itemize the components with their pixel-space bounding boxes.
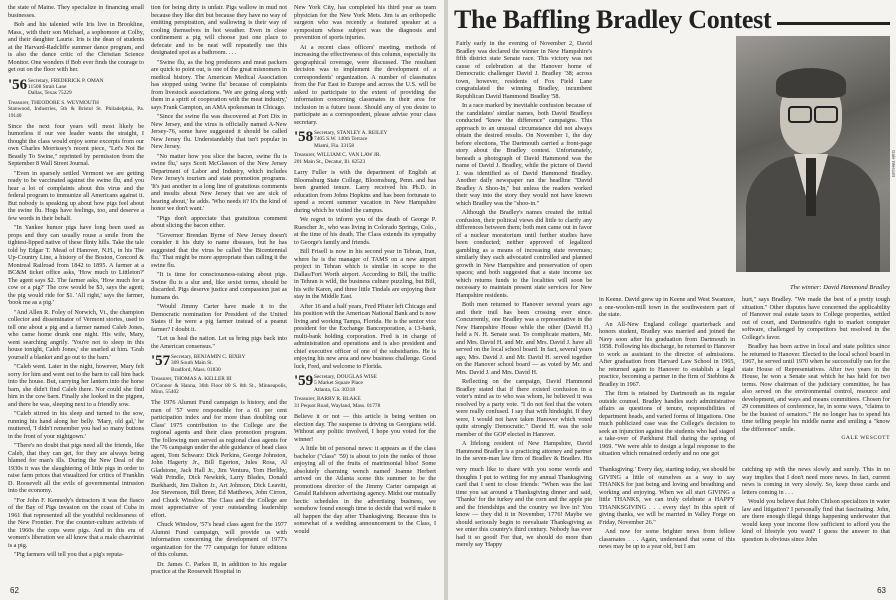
secretary-address-line: Dallas, Texas 75229: [28, 90, 72, 97]
paragraph: Fairly early in the evening of November 2, David Bradley was declared the winner in New Hampshire's fifth district state Senate race. This victory was not cause of celebration at the Hanover home of Democratic challenger David J. Bradley '38; across town, however, residents of Fox Field Lane congratulated the winning Bradley, incumbent Republican David Hammond Bradley '58.: [456, 40, 592, 100]
secretary-name: Secretary, FREDERICK P. OMAN: [28, 77, 104, 84]
right-page: [448, 0, 896, 600]
paragraph: At a recent class officers' meeting, methods of increasing the effectiveness of this column, especially its geographical coverage, were discussed. The resultant decision was to implement the development of a correspondents' organization. A number of classmates from the Far East to Europe and across the U.S. will be asked to participate to the extent of providing the information concerning classmates in their area for inclusion in a future issue. Should any of you desire to participate as a correspondent, please advise your class secretary.: [294, 43, 436, 126]
treasurer-address: 201 Main St., Decatur, Ill. 62523: [294, 158, 366, 165]
paragraph: "There's no doubt that pigs need all the friends, like Caleb, that they can get, for they are always being blamed for man's ills. During the New Deal of the 1930s it was the slaughtering of little pigs in order to raise farm prices that visualized for critics of Franklin D. Roosevelt all the evils of governmental intrusion into the economy.: [8, 442, 144, 495]
paragraph: "Since the swine flu was discovered at Fort Dix in New Jersey, and the virus is officially named A-New Jersey-76, some have suggested it should be called New Jersey flu. Understandably that isn't popular in New Jersey.: [151, 113, 287, 150]
paragraph: "Even in sparsely settled Vermont we are getting ready to be vaccinated against the swine flu, and you hear a lot of complaints about this virus and the federal program to immunize all Americans against it. But nobody is speaking up about how pigs feel about the swine flu. Hogs have feelings, too, and deserve a few words in their behalf.: [8, 169, 144, 222]
treasurer-name: Treasurer, THOMAS A. KELLER III: [151, 376, 232, 383]
paragraph: hurt," says Bradley. "We made the best of a pretty tough situation." Other disputes have concerned the applicability of Hanover real estate taxes to College properties, settled out of court, and Dartmouth's right to market computer software, challenged by competitors but resolved in the College's favor.: [742, 296, 890, 341]
secretary-address-line: Miami, Fla. 33158: [314, 142, 355, 149]
paragraph: "Caleb stirred in his sleep and turned to the sow, running his hand along her belly. 'Mary, old gal,' he muttered, 'I didn't remember you had so many buttons in the front of your nightgown.': [8, 410, 144, 440]
right-bottom-column-2: [599, 466, 735, 586]
intro-text: [8, 4, 144, 74]
secretary-address-line: 11508 Strait Lane: [28, 83, 67, 90]
photo-glasses-left: [788, 106, 812, 123]
class-1957-header: [151, 354, 287, 373]
paragraph: "Let us heal the nation. Let us bring pigs back into the American consensus.": [151, 335, 287, 350]
bradley-portrait-photo: [736, 36, 890, 272]
paragraph: The firm is retained by Dartmouth as its regular outside counsel. Bradley handles such administrative affairs as questions of tenure, responsibilities of department heads, and varied forms of litigations. One much publicized case was the College's decision to seek an injunction against the students who had staged a take-over of Parkhurst Hall during the spring of 1969. "We were able to design a legal response to the situation which remained orderly and no one got: [599, 390, 735, 457]
paragraph: Reflecting on the campaign, David Hammond Bradley stated that if there existed confusion in a voter's mind as to who was whom, he believed it was resolved by a party vote. "I do not feel that the voters were really confused. I say that with hindsight. If they were, I would not have taken Hanover which voted quite strongly Democratic." David H. was the sole member of the GOP elected in Hanover.: [456, 378, 592, 438]
class-1956-notes: [8, 123, 144, 559]
photo-glasses-right: [814, 106, 838, 123]
secretary-address-line: 309 South Main St.: [171, 360, 213, 367]
class-1958-notes: [294, 169, 436, 370]
secretary-address-line: 5 Market Square Place: [314, 380, 363, 387]
secretary-address-line: 7405 S.W. 140th Terrace: [314, 136, 368, 143]
right-column-1: [456, 40, 592, 460]
right-bottom-column-3: [742, 466, 890, 586]
paragraph: "It is time for consciousness-raising about pigs. Swine flu is a slur and, like sexist terms, should be discarded. Pigs deserve justice and compassion just as humans do.: [151, 271, 287, 301]
paragraph: "And Allen R. Foley of Norwich, Vt., the champion collector and disseminator of Vermont stories, used to tell one about a pig and a farmer named Caleb Jones, who came home drunk one night. His wife, Mary, went searching angrily. 'You're not to sleep in this house tonight, Caleb Jones,' she snarled at him. 'Grab yourself a blanket and go out to the barn.': [8, 308, 144, 361]
bradley-article-part-1: [456, 40, 592, 460]
paragraph: Believe it or not — this article is being written on election day. The suspense is driving us Georgians wild. Without any politic involved, I hope you voted for the winner!: [294, 413, 436, 443]
paragraph: "Governor Brendan Byrne of New Jersey doesn't consider it his duty to name diseases, but he has suggested that the virus be called 'the Bicentennial flu.' That might be more appropriate than calling it the swine flu.: [151, 231, 287, 269]
headline-rule: [777, 22, 890, 25]
left-page: [0, 0, 444, 600]
paragraph: An All-New England college quarterback and honors student, Bradley was married and joined the Navy soon after his graduation from Dartmouth in 1958. Following his discharge, he returned to Hanover to work as assistant to the director of admissions. After graduation from Harvard Law School in 1965, he returned again to Hanover to establish a legal practice, becoming a partner in the firm of Stebbins & Bradley in 1967.: [599, 320, 735, 388]
paragraph: And now for some brighter news from fellow classmates . . . Again, understand that some of this news may be up to a year old, but I am: [599, 528, 735, 550]
secretary-address-line: Atlanta, Ga. 30318: [314, 386, 356, 393]
paragraph: A little bit of personal news: it appears as if the class bachelor ("class" '59) is about to join the ranks of those enjoying all of the fruits of matrimonial bliss! Some absolutely charming wench named Joanne Herbert arrived on the Atlanta scene this summer to be the promotions director of the Jimmy Carter campaign at Gerald Rafshoon advertising agency. Midst our mutually hectic schedules in the advertising business, we somehow found enough time to decide that we'd make it all happen the day after Thanksgiving. Because this is somewhat of a wedding announcement to the Class, I would: [294, 445, 436, 535]
paragraph: "In Yankee humor pigs have long been used as props and they can usually rouse a smile from the tightest-lipped native of these flinty hills. Take the tale told by Edgar T. Mead of Hanover, N.H., in his The Up-Country Line, a history of the Boston, Concord & Montreal Railroad from 1842 to 1895. A farmer at a BC&M ticket office asks, 'How much to Littleton?' The agent says $2. The farmer asks, 'How much for a cow or a pig?' The cow would be $3, says the agent; the pig would ride for $1. 'All right,' says the farmer, 'book me as a pig.': [8, 224, 144, 307]
class-year: '57: [151, 353, 171, 369]
class-1956-header: [8, 78, 144, 97]
paragraph: Although the Bradley's names created the initial confusion, their political views did little to clarify any differences between them; both men came out in favor of a nuclear moratorium until further studies have been conducted; neither approved of legalized gambling as a means of increasing state revenues; similarly they each advocated controlled and planned growth in New Hampshire and preservation of open spaces; and both suggested that a state income tax which returns funds to the localities will soon be necessary to maintain present state services for New Hampshire residents.: [456, 209, 592, 299]
paragraph: Would you believe that John Chilson specializes in water law and litigation? I personally find that fascinating. John, are there enough illegal things happening underwater that would keep your income flow sufficient to afford you the kind of lifestyle you want? I guess the answer to that question is obvious since John: [742, 498, 890, 543]
secretary-address-line: Bradford, Mass. 01830: [171, 366, 221, 373]
paragraph: very much like to share with you some words and thoughts I put to writing for my annual Thanksgiving card that I sent to close friends: "When was the last time you sat around a Thanksgiving dinner and said, 'Thanks' for the turkey and the corn and the apple pie and the friendships and the country we live in? You know — they did it in November, 1776! Maybe we should seriously begin to reevaluate Thanksgiving as we enter this country's third century. Nobody has ever had it so good! For that, we should do more than merely say 'Happy: [456, 466, 592, 548]
paragraph: catching up with the news slowly and surely. This in no way implies that I don't need more news. In fact, current news is coming in very slowly. So, keep those cards and letters coming in . . .: [742, 466, 890, 496]
treasurer-name: Treasurer, THEODORE S. WEYMOUTH: [8, 99, 99, 106]
right-column-3: [742, 296, 890, 460]
paragraph: We regret to inform you of the death of George P. Ruescher Jr., who was living in Colorado Springs, Colo., at the time of his death. The Class extends its sympathy to George's family and friends.: [294, 216, 436, 246]
class-1959-notes-cont-2: [599, 466, 735, 551]
treasurer-name: Treasurer, WILLIAM C. VAN LAW JR.: [294, 152, 381, 159]
paragraph: "For John F. Kennedy's detractors it was the fiasco of the Bay of Pigs invasion on the coast of Cuba in 1961 that represented all the youthful recklessness of the New Frontier. For the counter-culture activists of the 1960s the cops were pigs. And in this era of women's liberation we all know that a male chauvinist is a pig.: [8, 496, 144, 549]
headline-text: The Baffling Bradley Contest: [454, 5, 772, 34]
class-year: '59: [294, 373, 314, 390]
paragraph: "No matter how you slice the bacon, swine flu is swine flu,' says Scott McGlasson of the New Jersey Department of Labor and Industry, which includes New Jersey's tourism and state promotion programs. 'It's just another in a long line of gratuitous comments and insults about New Jersey that we are sick of hearing about,' he adds. 'Who needs it? It's the kind of honor we don't want.': [151, 152, 287, 212]
paragraph: Bradley has been active in local and state politics since he returned to Hanover. Elected to the local school board in 1967, he served until 1970 when he successfully ran for the state House of Representatives. After two years in the House, he won a Senate seat which he has held for two terms. Now chairman of the judiciary committee, he has also served on the environmental control, resource and development, and ways and means committees. Chosen for 29 committees of conference, he, in some ways, "claims to be the busiest of senators." He no longer has to spend his time telling people his middle name and smiling a "know the difference" smile.: [742, 343, 890, 433]
paragraph: Larry Fuller is with the department of English at Bloomsburg State College, Bloomsburg, Penn. and has been granted tenure. Larry received his Ph.D. in education from Johns Hopkins and has been fortunate to spend a recent summer vacation in New Hampshire during which he visited the campus.: [294, 169, 436, 214]
photo-caption: The winner: David Hammond Bradley: [789, 284, 890, 291]
treasurer-address: 31 Pequot Road, Wayland, Mass. 01778: [294, 402, 381, 409]
page-number-left: 62: [10, 586, 19, 595]
class-1959-header: [294, 374, 436, 393]
photo-credit: Gale Wescott: [891, 150, 896, 177]
class-year: '58: [294, 129, 314, 145]
paragraph: New York City, has completed his third year as team physician for the New York Mets. Jim is an orthopedic surgeon who was recently a featured speaker at a symposium whose subject was the diagnosis and prevention of sports injuries.: [294, 4, 436, 41]
paragraph: tion for being dirty is unfair. Pigs wallow in mud not because they like dirt but because they have no way of emitting perspiration, and wallowing is their way of cooling themselves in hot weather. Even in close confinement a pig will choose just one place to defecate and to be neat will repeatedly use this designated spot as a bathroom. . . .: [151, 4, 287, 56]
right-column-2: [599, 296, 735, 460]
paragraph: After 16 and a half years, Fred Pfister left Chicago and his position with the American National Bank and is now living and working Tampa, Florida. He is the senior vice president for the Exchange Bancorporation, a 13-bank, multi-bank holding corporation. Fred is in charge of administration and operations and is also president and chief executive officer of one of the subsidiaries. He is enjoying his new area and new business challenge. Good luck, Fred, and welcome to Florida.: [294, 302, 436, 370]
left-column-3: [294, 4, 436, 590]
paragraph: "Pigs don't appreciate that gratuitous comment about slicing the bacon either.: [151, 214, 287, 229]
paragraph: Since the next four years will most likely be humorless if our vee leader wants the straight, I thought the class would enjoy some excerpts from our own Charles Morrissey's recent piece, "Let's Not Be Beastly To Swine," reprinted by permission from the September 8 Wall Street Journal.: [8, 122, 144, 168]
paragraph: In a race marked by inevitable confusion because of the candidates' similar names, both David Bradleys conducted "know the difference" campaigns. This approach to an unusual circumstance did not always obtain the desired results. On November 1, the day before elections, The Dartmouth carried a front-page story about the Bradley contest. Unfortunately, beneath a photograph of David Hammond was the name of David J. Bradley, while the picture of David J. was identified as of David Hammond Bradley. Another daily newspaper ran the headline "David Bradley A Shoo-In," but unless the readers worked their way into the story they would not have known which Bradley was the "shoo-in.": [456, 102, 592, 207]
right-bottom-column-1: [456, 466, 592, 586]
paragraph: "Swine flu, as the hog producers and meat packers are quick to point out, is one of the great misnomers in medical history. The American Medical Association has stopped using 'swine flu' because of complaints from livestock associations. 'We are going along with them in a spirit of cooperation with the meat industry,' says Frank Campion, an AMA spokesman in Chicago.: [151, 58, 287, 111]
class-year: '56: [8, 76, 28, 93]
paragraph: "Pig farmers will tell you that a pig's reputa-: [14, 551, 124, 559]
photo-hair: [776, 68, 846, 98]
left-column-2: [151, 4, 287, 590]
paragraph: in Keene. David grew up in Keene and West Swanzee, a one-woolen-mill town in the southwestern part of the state.: [599, 296, 735, 318]
photo-tie: [806, 158, 816, 216]
class-1959-notes-cont-3: [742, 466, 890, 543]
paragraph: "Caleb went. Later in the night, however, Mary felt sorry for him and went out to the barn to call him back into the house. But, carrying her lantern into the horse barn, she didn't find Caleb there. Nor could she find him in the cow barn. Finally she looked in the pigpen, and there he was, sleeping next to a friendly sow.: [8, 363, 144, 408]
treasurer-address: O'Connor & Hanna, 36th Floor 80 S. 8th St., Minneapolis, Minn. 55402: [151, 382, 287, 396]
secretary-name: Secretary, STANLEY A. REILEY: [314, 130, 388, 136]
treasurer-name: Treasurer, BARRY R. BLAKE: [294, 396, 361, 403]
paragraph: Chuck Winslow, '57's head class agent for the 1977 Alumni Fund campaign, will provide us with information concerning the development of 1977's organization for the '77 campaign for future editions of this column.: [151, 521, 287, 559]
bradley-article-part-2: [599, 296, 735, 458]
paragraph: The 1976 Alumni Fund campaign is history, and the men of '57 were responsible for a 61 per cent participation index and for more than doubling our Class' 1975 contribution to the College are the regional agents and their class promotion program. The following men served as regional class agents for the '76 campaign under the able guidance of head class agent, Tom Schwarz: Dick Perkins, George Johnston, John Hagerty Jr., Bill Egerton, Jules Rosa, Al Gladstone, Jack Hall Jr., Jim Ventura, Tom Herlihy, Walt Prindle, Dick Newkirk, Larry Blades, Donald Burkhardt, Jim Dalton Jr., Art Johnson, Dick Leavitt, Joe Stevenson, Bill Breer, Ed Matthews, John Cirron, and Chuck Winslow. The Class and the College are most appreciative of your outstanding leadership effort.: [151, 399, 287, 519]
class-1958-header: [294, 130, 436, 149]
paragraph: Dr. James C. Parkes II, in addition to his regular practice at the Roosevelt Hospital in: [151, 560, 287, 576]
page-number-right: 63: [877, 586, 886, 595]
paragraph: A lifelong resident of New Hampshire, David Hammond Bradley is a practicing attorney and partner in the seven-man law firm of Bradley & Bradley. His: [456, 440, 592, 460]
class-1959-notes-cont: [456, 466, 592, 549]
paragraph: Bill Frisell is now in his second year in Tehran, Iran, where he is the manager of TAMS on a new airport project in Tehran which is similar in scope to the Dallas/Fort Worth airport. According to Bill, the traffic in Tehran is wild, the business culture puzzling, but Bill, his wife Karen, and three little Tindals are enjoying their stay in the Middle East.: [294, 248, 436, 301]
paragraph: Both men returned to Hanover several years ago and their trail has been crossing ever since. Concurrently, one Bradley was a representative in the New Hampshire House while the other (David H.) held a N. H. Senate seat. To complicate matters, Mr. and Mrs. David H. and Mr. and Mrs. David J. have all served on the local school board. In fact, several years ago, Mrs. David J. and Mr. David H. served together on the Hanover school board — as voted by Mr. and Mrs. David J. and Mrs. David H.: [456, 301, 592, 376]
paragraph: Bob and his talented wife Iris live in Brookline, Mass., with their son Michael, a sophomore at Colby, and their daughter Laurie. Iris is the dean of students at the Harvard-Radcliffe summer dance program, and is also the dance critic of the Christian Science Monitor. One wonders if Bob ever finds the courage to get out on the floor with her.: [8, 21, 144, 73]
paragraph: Thanksgiving.' Every day, starting today, we should be GIVING a little of ourselves as a way to say THANKS for just being and loving and breathing and working and enjoying. When we all start GIVING a little THANKS, we can truly celebrate a HAPPY THANKSGIVING . . . every day! In this spirit of giving thanks, we will be married in Valley Forge on Friday, November 26.": [599, 466, 735, 526]
secretary-name: Secretary, DOUGLAS WISE: [314, 374, 377, 381]
article-signature: GALE WESCOTT: [841, 435, 890, 441]
class-1957-notes-cont: [294, 4, 436, 126]
class-1957-notes: [151, 399, 287, 576]
swine-flu-article: [151, 4, 287, 350]
treasurer-address: Stanwood, Industries, 5th & Bristol St. Philadelphia, Pa. 19140: [8, 106, 144, 119]
paragraph: the state of Maine. They specialize in financing small businesses.: [8, 4, 144, 19]
bradley-article-part-3: [742, 296, 890, 433]
paragraph: "Would Jimmy Carter have made it to the Democratic nomination for President of the United States if he were a pig farmer instead of a peanut farmer? I doubt it.: [151, 303, 287, 333]
class-1959-notes: [294, 413, 436, 535]
secretary-name: Secretary, BENJAMIN C. BIXBY: [171, 354, 246, 360]
article-headline: [454, 4, 890, 36]
left-column-1: [8, 4, 144, 590]
